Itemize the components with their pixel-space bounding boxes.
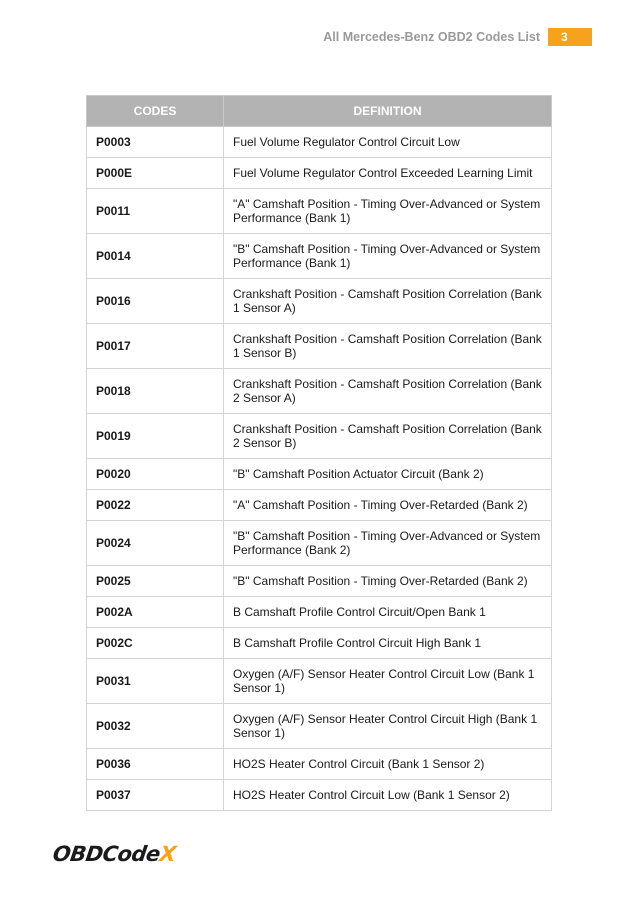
table-row xyxy=(87,628,552,659)
code-cell: P002C xyxy=(87,628,224,659)
obd-codes-table xyxy=(86,95,552,811)
table-row xyxy=(87,459,552,490)
definition-cell: Fuel Volume Regulator Control Circuit Low xyxy=(224,127,552,158)
definition-cell: Crankshaft Position - Camshaft Position Correlation (Bank 1 Sensor B) xyxy=(224,324,552,369)
table-row xyxy=(87,521,552,566)
table-row xyxy=(87,780,552,811)
definition-cell: Crankshaft Position - Camshaft Position Correlation (Bank 2 Sensor A) xyxy=(224,369,552,414)
code-cell: P0024 xyxy=(87,521,224,566)
table-row xyxy=(87,566,552,597)
codes-column-header: CODES xyxy=(87,96,224,127)
code-cell: P0016 xyxy=(87,279,224,324)
code-cell: P0036 xyxy=(87,749,224,780)
definition-cell: B Camshaft Profile Control Circuit/Open Bank 1 xyxy=(224,597,552,628)
code-cell: P002A xyxy=(87,597,224,628)
definition-cell: Crankshaft Position - Camshaft Position Correlation (Bank 1 Sensor A) xyxy=(224,279,552,324)
definition-cell: B Camshaft Profile Control Circuit High Bank 1 xyxy=(224,628,552,659)
code-cell: P0019 xyxy=(87,414,224,459)
table-row xyxy=(87,234,552,279)
code-cell: P0032 xyxy=(87,704,224,749)
document-title: All Mercedes-Benz OBD2 Codes List xyxy=(323,30,540,44)
code-cell: P000E xyxy=(87,158,224,189)
code-cell: P0017 xyxy=(87,324,224,369)
code-cell: P0011 xyxy=(87,189,224,234)
table-header-row xyxy=(87,96,552,127)
table-row xyxy=(87,158,552,189)
definition-cell: "B" Camshaft Position - Timing Over-Advanced or System Performance (Bank 1) xyxy=(224,234,552,279)
table-row xyxy=(87,369,552,414)
definition-cell: Crankshaft Position - Camshaft Position Correlation (Bank 2 Sensor B) xyxy=(224,414,552,459)
table-row xyxy=(87,279,552,324)
code-cell: P0018 xyxy=(87,369,224,414)
table-body xyxy=(87,127,552,811)
logo-text: OBDCode xyxy=(51,842,162,866)
definition-cell: "A" Camshaft Position - Timing Over-Retarded (Bank 2) xyxy=(224,490,552,521)
definition-column-header: DEFINITION xyxy=(224,96,552,127)
page-header xyxy=(323,28,592,46)
definition-cell: "A" Camshaft Position - Timing Over-Advanced or System Performance (Bank 1) xyxy=(224,189,552,234)
definition-cell: "B" Camshaft Position - Timing Over-Advanced or System Performance (Bank 2) xyxy=(224,521,552,566)
definition-cell: "B" Camshaft Position - Timing Over-Retarded (Bank 2) xyxy=(224,566,552,597)
definition-cell: Oxygen (A/F) Sensor Heater Control Circuit Low (Bank 1 Sensor 1) xyxy=(224,659,552,704)
table-row xyxy=(87,324,552,369)
code-cell: P0031 xyxy=(87,659,224,704)
code-cell: P0020 xyxy=(87,459,224,490)
code-cell: P0022 xyxy=(87,490,224,521)
definition-cell: "B" Camshaft Position Actuator Circuit (Bank 2) xyxy=(224,459,552,490)
table-row xyxy=(87,749,552,780)
code-cell: P0025 xyxy=(87,566,224,597)
table-row xyxy=(87,490,552,521)
table-row xyxy=(87,704,552,749)
table-row xyxy=(87,659,552,704)
code-cell: P0003 xyxy=(87,127,224,158)
definition-cell: Fuel Volume Regulator Control Exceeded Learning Limit xyxy=(224,158,552,189)
table-row xyxy=(87,127,552,158)
logo-accent-letter: X xyxy=(158,842,178,866)
obdcodex-logo xyxy=(51,842,177,866)
table-header xyxy=(87,96,552,127)
definition-cell: HO2S Heater Control Circuit Low (Bank 1 Sensor 2) xyxy=(224,780,552,811)
definition-cell: Oxygen (A/F) Sensor Heater Control Circuit High (Bank 1 Sensor 1) xyxy=(224,704,552,749)
code-cell: P0037 xyxy=(87,780,224,811)
code-cell: P0014 xyxy=(87,234,224,279)
definition-cell: HO2S Heater Control Circuit (Bank 1 Sensor 2) xyxy=(224,749,552,780)
page-number-badge: 3 xyxy=(548,28,592,46)
table-row xyxy=(87,189,552,234)
table-row xyxy=(87,414,552,459)
table-row xyxy=(87,597,552,628)
